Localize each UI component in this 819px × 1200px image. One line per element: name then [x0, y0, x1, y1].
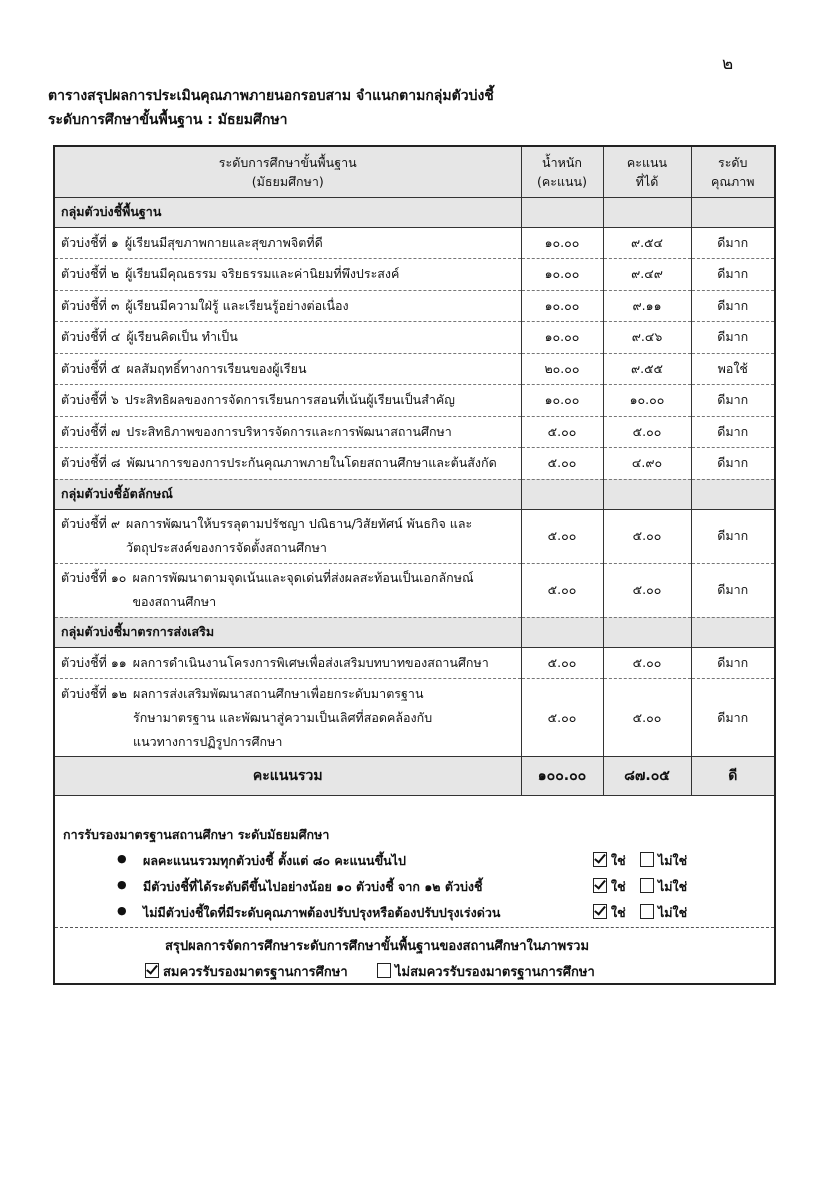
indicator-weight: ๑๐.๐๐	[521, 259, 603, 291]
indicator-quality: ดีมาก	[691, 509, 774, 563]
indicator-row	[55, 353, 774, 385]
group-name: กลุ่มตัวบ่งชี้พื้นฐาน	[55, 197, 521, 227]
group-name: กลุ่มตัวบ่งชี้มาตรการส่งเสริม	[55, 617, 521, 647]
indicator-cell	[55, 647, 521, 679]
indicator-weight: ๕.๐๐	[521, 509, 603, 563]
indicator-cell	[55, 563, 521, 617]
indicator-score: ๙.๕๕	[603, 353, 691, 385]
bullet-icon: ●	[117, 878, 127, 891]
total-weight: ๑๐๐.๐๐	[521, 757, 603, 796]
checkbox-checked-icon[interactable]	[145, 963, 159, 978]
indicator-quality: ดีมาก	[691, 259, 774, 291]
indicator-cell	[55, 385, 521, 417]
header-level: ระดับการศึกษาขั้นพื้นฐาน (มัธยมศึกษา)	[55, 147, 521, 197]
indicator-cell	[55, 416, 521, 448]
group-row	[55, 617, 774, 647]
indicator-description: ประสิทธิภาพของการบริหารจัดการและการพัฒนาสถานศึกษา	[126, 423, 452, 439]
indicator-description: ผลการดำเนินงานโครงการพิเศษเพื่อส่งเสริมบทบาทของสถานศึกษา	[132, 654, 489, 670]
checkbox-empty-icon[interactable]	[640, 852, 654, 867]
indicator-label: ตัวบ่งชี้ที่ ๙	[61, 516, 121, 531]
checkbox-checked-icon[interactable]	[593, 904, 607, 919]
indicator-description: ผู้เรียนมีคุณธรรม จริยธรรมและค่านิยมที่พึงประสงค์	[125, 266, 400, 282]
indicator-weight: ๕.๐๐	[521, 448, 603, 480]
indicator-description: ผลสัมฤทธิ์ทางการเรียนของผู้เรียน	[126, 360, 307, 376]
indicator-cell	[55, 509, 521, 563]
indicator-label: ตัวบ่งชี้ที่ ๗	[61, 423, 121, 439]
total-row	[55, 757, 774, 796]
indicator-cell	[55, 227, 521, 259]
indicator-score: ๙.๔๙	[603, 259, 691, 291]
indicator-description: ผู้เรียนมีสุขภาพกายและสุขภาพจิตที่ดี	[124, 234, 323, 250]
indicator-weight: ๕.๐๐	[521, 416, 603, 448]
summary-option-yes[interactable]: สมควรรับรองมาตรฐานการศึกษา	[145, 961, 348, 982]
table-header-row	[55, 147, 774, 197]
indicator-label: ตัวบ่งชี้ที่ ๑๑	[61, 654, 127, 670]
heading-line-2: ระดับการศึกษาขั้นพื้นฐาน : มัธยมศึกษา	[48, 112, 288, 128]
summary-option-no[interactable]: ไม่สมควรรับรองมาตรฐานการศึกษา	[377, 961, 595, 982]
indicator-description: พัฒนาการของการประกันคุณภาพภายในโดยสถานศึกษาและต้นสังกัด	[126, 455, 497, 471]
indicator-description: ผู้เรียนมีความใฝ่รู้ และเรียนรู้อย่างต่อเนื่อง	[125, 297, 349, 313]
indicator-row	[55, 385, 774, 417]
indicator-quality: ดีมาก	[691, 227, 774, 259]
checkbox-checked-icon[interactable]	[593, 878, 607, 893]
indicator-row	[55, 416, 774, 448]
criterion-choice: ใช่ ไม่ใช่	[593, 903, 687, 923]
indicator-cell	[55, 259, 521, 291]
indicator-row	[55, 290, 774, 322]
indicator-row	[55, 227, 774, 259]
indicator-cell	[55, 448, 521, 480]
summary-divider	[55, 927, 774, 928]
indicator-row	[55, 647, 774, 679]
criterion-item: ● ไม่มีตัวบ่งชี้ใดที่มีระดับคุณภาพต้องปรับปรุงหรือต้องปรับปรุงเร่งด่วน	[117, 904, 501, 920]
indicator-score: ๕.๐๐	[603, 647, 691, 679]
indicator-quality: ดีมาก	[691, 679, 774, 757]
total-label: คะแนนรวม	[55, 757, 521, 796]
indicator-weight: ๒๐.๐๐	[521, 353, 603, 385]
indicator-row	[55, 509, 774, 563]
indicator-quality: พอใช้	[691, 353, 774, 385]
indicator-description: ประสิทธิผลของการจัดการเรียนการสอนที่เน้นผู้เรียนเป็นสำคัญ	[124, 392, 455, 408]
indicator-label: ตัวบ่งชี้ที่ ๔	[61, 329, 121, 345]
indicator-label: ตัวบ่งชี้ที่ ๕	[61, 360, 121, 376]
indicator-label: ตัวบ่งชี้ที่ ๒	[61, 266, 120, 282]
indicator-weight: ๕.๐๐	[521, 647, 603, 679]
group-name: กลุ่มตัวบ่งชี้อัตลักษณ์	[55, 479, 521, 509]
indicator-row	[55, 259, 774, 291]
indicator-description: ผลการพัฒนาให้บรรลุตามปรัชญา ปณิธาน/วิสัยทัศน์ พันธกิจ และ วัตถุประสงค์ของการจัดตั้งสถานศึกษา	[120, 512, 514, 560]
checkbox-empty-icon[interactable]	[377, 963, 391, 978]
indicator-score: ๕.๐๐	[603, 679, 691, 757]
document-heading	[48, 84, 494, 132]
indicator-score: ๔.๙๐	[603, 448, 691, 480]
indicator-weight: ๑๐.๐๐	[521, 322, 603, 354]
header-score: คะแนน ที่ได้	[603, 147, 691, 197]
indicator-quality: ดีมาก	[691, 448, 774, 480]
indicator-weight: ๑๐.๐๐	[521, 385, 603, 417]
criterion-item: ● มีตัวบ่งชี้ที่ได้ระดับดีขึ้นไปอย่างน้อย ๑๐ ตัวบ่งชี้ จาก ๑๒ ตัวบ่งชี้	[117, 878, 483, 894]
indicator-score: ๕.๐๐	[603, 509, 691, 563]
indicator-score: ๙.๔๖	[603, 322, 691, 354]
indicator-label: ตัวบ่งชี้ที่ ๖	[61, 392, 119, 408]
group-row	[55, 479, 774, 509]
indicator-quality: ดีมาก	[691, 385, 774, 417]
indicator-row	[55, 679, 774, 757]
criterion-choice: ใช่ ไม่ใช่	[593, 877, 687, 897]
indicator-row	[55, 448, 774, 480]
indicator-score: ๙.๑๑	[603, 290, 691, 322]
indicator-score: ๙.๕๔	[603, 227, 691, 259]
accreditation-title: การรับรองมาตรฐานสถานศึกษา ระดับมัธยมศึกษา	[63, 827, 330, 842]
indicator-weight: ๕.๐๐	[521, 679, 603, 757]
indicator-score: ๕.๐๐	[603, 563, 691, 617]
checkbox-empty-icon[interactable]	[640, 878, 654, 893]
indicator-description: ผลการพัฒนาตามจุดเน้นและจุดเด่นที่ส่งผลสะท้อนเป็นเอกลักษณ์ ของสถานศึกษา	[126, 566, 514, 614]
indicator-quality: ดีมาก	[691, 322, 774, 354]
group-row	[55, 197, 774, 227]
indicator-label: ตัวบ่งชี้ที่ ๓	[61, 297, 120, 313]
indicator-quality: ดีมาก	[691, 290, 774, 322]
bullet-icon: ●	[117, 852, 127, 865]
criterion-choice: ใช่ ไม่ใช่	[593, 851, 687, 871]
indicator-weight: ๕.๐๐	[521, 563, 603, 617]
indicator-quality: ดีมาก	[691, 647, 774, 679]
summary-title: สรุปผลการจัดการศึกษาระดับการศึกษาขั้นพื้นฐานของสถานศึกษาในภาพรวม	[165, 939, 590, 954]
indicator-label: ตัวบ่งชี้ที่ ๑	[61, 234, 119, 250]
indicator-cell	[55, 322, 521, 354]
indicator-weight: ๑๐.๐๐	[521, 227, 603, 259]
indicator-cell	[55, 290, 521, 322]
indicator-text-line-3: แนวทางการปฏิรูปการศึกษา	[133, 733, 283, 749]
indicator-description: ผู้เรียนคิดเป็น ทำเป็น	[126, 329, 238, 345]
indicator-cell	[55, 679, 521, 757]
checkbox-empty-icon[interactable]	[640, 904, 654, 919]
indicator-text-line-2: วัตถุประสงค์ของการจัดตั้งสถานศึกษา	[126, 540, 327, 555]
assessment-table	[55, 147, 774, 796]
indicator-label: ตัวบ่งชี้ที่ ๑๐	[61, 570, 127, 585]
indicator-text-line-2: รักษามาตรฐาน และพัฒนาสู่ความเป็นเลิศที่สอดคล้องกับ	[133, 709, 433, 725]
checkbox-checked-icon[interactable]	[593, 852, 607, 867]
indicator-row	[55, 322, 774, 354]
indicator-cell	[55, 353, 521, 385]
total-score: ๘๗.๐๕	[603, 757, 691, 796]
indicator-text-line-2: ของสถานศึกษา	[132, 594, 217, 609]
page-number: ๒	[722, 54, 734, 74]
indicator-score: ๕.๐๐	[603, 416, 691, 448]
indicator-description: ผลการส่งเสริมพัฒนาสถานศึกษาเพื่อยกระดับมาตรฐาน รักษามาตรฐาน และพัฒนาสู่ความเป็นเลิศที่สอดคล้องกับ แนวทางการปฏิรูปการศึกษา	[127, 682, 514, 754]
indicator-quality: ดีมาก	[691, 563, 774, 617]
indicator-quality: ดีมาก	[691, 416, 774, 448]
criterion-item: ● ผลคะแนนรวมทุกตัวบ่งชี้ ตั้งแต่ ๘๐ คะแนนขึ้นไป	[117, 852, 406, 868]
header-weight: น้ำหนัก (คะแนน)	[521, 147, 603, 197]
bullet-icon: ●	[117, 904, 127, 917]
assessment-frame	[53, 145, 776, 985]
indicator-score: ๑๐.๐๐	[603, 385, 691, 417]
indicator-row	[55, 563, 774, 617]
indicator-label: ตัวบ่งชี้ที่ ๑๒	[61, 685, 128, 701]
indicator-weight: ๑๐.๐๐	[521, 290, 603, 322]
total-quality: ดี	[691, 757, 774, 796]
heading-line-1: ตารางสรุปผลการประเมินคุณภาพภายนอกรอบสาม จำแนกตามกลุ่มตัวบ่งชี้	[48, 88, 494, 104]
indicator-label: ตัวบ่งชี้ที่ ๘	[61, 455, 121, 471]
header-quality: ระดับ คุณภาพ	[691, 147, 774, 197]
